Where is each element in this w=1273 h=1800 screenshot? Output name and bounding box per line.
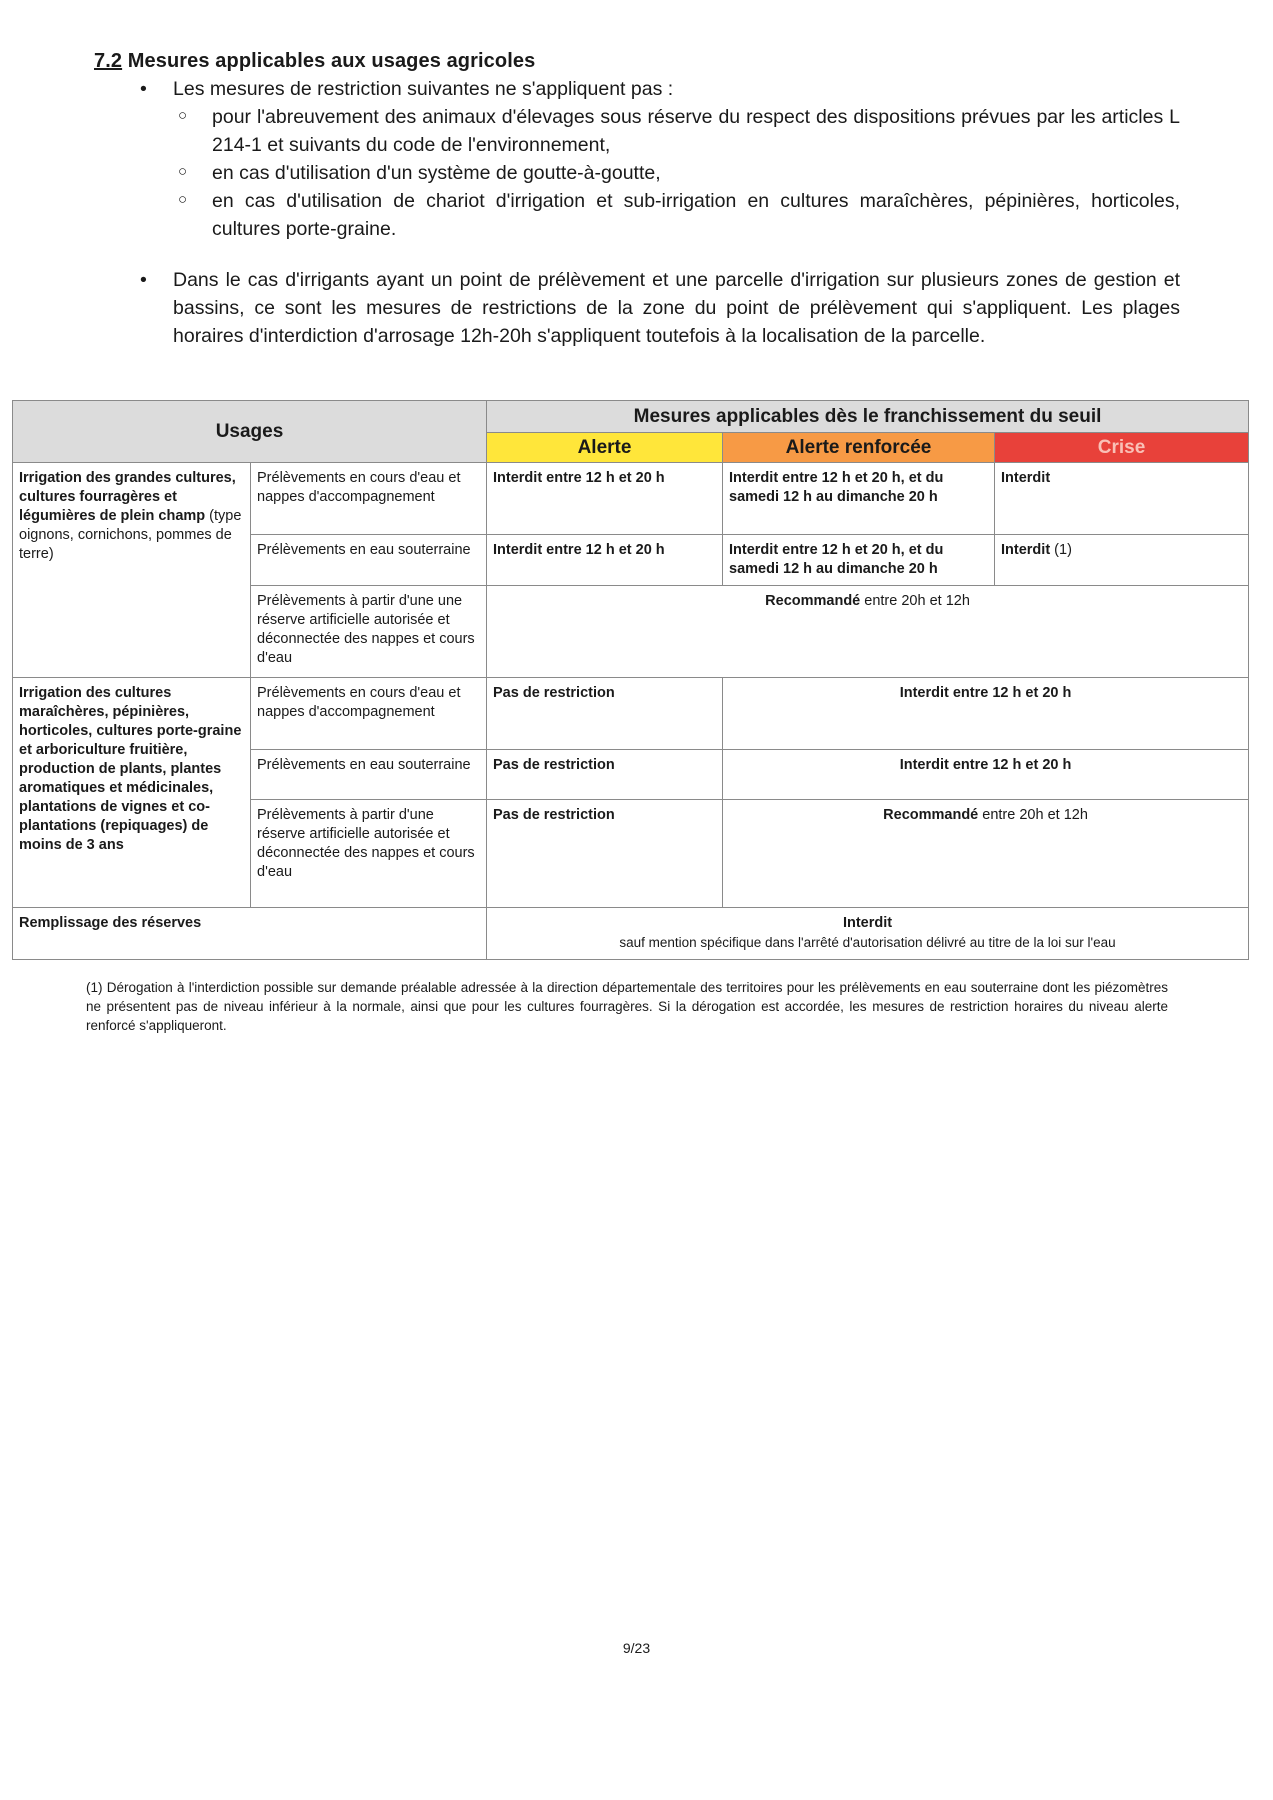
usages-header: Usages [13,401,487,463]
source-cell: Prélèvements en eau souterraine [251,535,487,586]
renforcee-crise-cell: Recommandé entre 20h et 12h [723,800,1249,908]
remplissage-cell: Interdit sauf mention spécifique dans l'arrêté d'autorisation délivré au titre de la loi sur l'eau [487,908,1249,960]
bullet-dot: • [140,78,147,100]
category-remplissage: Remplissage des réserves [13,908,487,960]
bullet-intro: Les mesures de restriction suivantes ne s'appliquent pas : [173,78,674,100]
crise-cell: Interdit [995,463,1249,535]
crise-cell: Interdit (1) [995,535,1249,586]
exemption-list [140,103,1180,243]
category-grandes-cultures: Irrigation des grandes cultures, cultures fourragères et légumières de plein champ (type oignons, cornichons, pommes de terre) [13,463,251,678]
footnote: (1) Dérogation à l'interdiction possible sur demande préalable adressée à la direction départementale des territoires pour les prélèvements en eau souterraine dont les piézomètres ne présentent pas de niveau inférieur à la normale, ainsi que pour les cultures fourragères. Si la dérogation est accordée, les mesures de restriction horaires du niveau alerte renforcé s'appliqueront. [86,980,1168,1033]
alerte-cell: Pas de restriction [487,800,723,908]
source-cell: Prélèvements à partir d'une une réserve artificielle autorisée et déconnectée des nappes et cours d'eau [251,586,487,678]
bullet-text: Dans le cas d'irrigants ayant un point de prélèvement et une parcelle d'irrigation sur plusieurs zones de gestion et bassins, ce sont les mesures de restrictions de la zone du point de prélèvement qui s'appliquent. Les plages horaires d'interdiction d'arrosage 12h-20h s'appliquent toutefois à la localisation de la parcelle. [173,269,1180,347]
bullet-dot: • [140,269,147,291]
level-crise: Crise [995,433,1249,463]
source-cell: Prélèvements à partir d'une réserve artificielle autorisée et déconnectée des nappes et cours d'eau [251,800,487,908]
section-heading [94,50,535,73]
bullet-irrigants [140,266,1180,350]
alerte-cell: Interdit entre 12 h et 20 h [487,535,723,586]
renforcee-cell: Interdit entre 12 h et 20 h, et du samedi 12 h au dimanche 20 h [723,463,995,535]
bullet-exemptions [140,75,1180,243]
list-item: ○ en cas d'utilisation d'un système de goutte-à-goutte, [178,162,661,184]
level-alerte: Alerte [487,433,723,463]
measures-header: Mesures applicables dès le franchissement du seuil [487,401,1249,433]
all-levels-cell: Recommandé entre 20h et 12h [487,586,1249,678]
measures-table [12,400,1249,960]
source-cell: Prélèvements en eau souterraine [251,750,487,800]
alerte-cell: Pas de restriction [487,750,723,800]
alerte-cell: Interdit entre 12 h et 20 h [487,463,723,535]
renforcee-cell: Interdit entre 12 h et 20 h, et du samedi 12 h au dimanche 20 h [723,535,995,586]
page-number: 9/23 [622,1640,651,1656]
source-cell: Prélèvements en cours d'eau et nappes d'accompagnement [251,463,487,535]
category-maraicheres: Irrigation des cultures maraîchères, pépinières, horticoles, cultures porte-graine et arboriculture fruitière, production de plants, plantes aromatiques et médicinales, plantations de vignes et co-plantations (repiquages) de moins de 3 ans [13,678,251,908]
section-title: Mesures applicables aux usages agricoles [127,50,536,72]
list-item: ○ en cas d'utilisation de chariot d'irrigation et sub-irrigation en cultures maraîchères, pépinières, horticoles, cultures porte-graine. [178,190,1180,240]
section-number: 7.2 [94,50,123,72]
level-alerte-renforcee: Alerte renforcée [723,433,995,463]
alerte-cell: Pas de restriction [487,678,723,750]
list-item: ○ pour l'abreuvement des animaux d'élevages sous réserve du respect des dispositions prévues par les articles L 214-1 et suivants du code de l'environnement, [178,106,1180,156]
renforcee-crise-cell: Interdit entre 12 h et 20 h [723,678,1249,750]
renforcee-crise-cell: Interdit entre 12 h et 20 h [723,750,1249,800]
source-cell: Prélèvements en cours d'eau et nappes d'accompagnement [251,678,487,750]
